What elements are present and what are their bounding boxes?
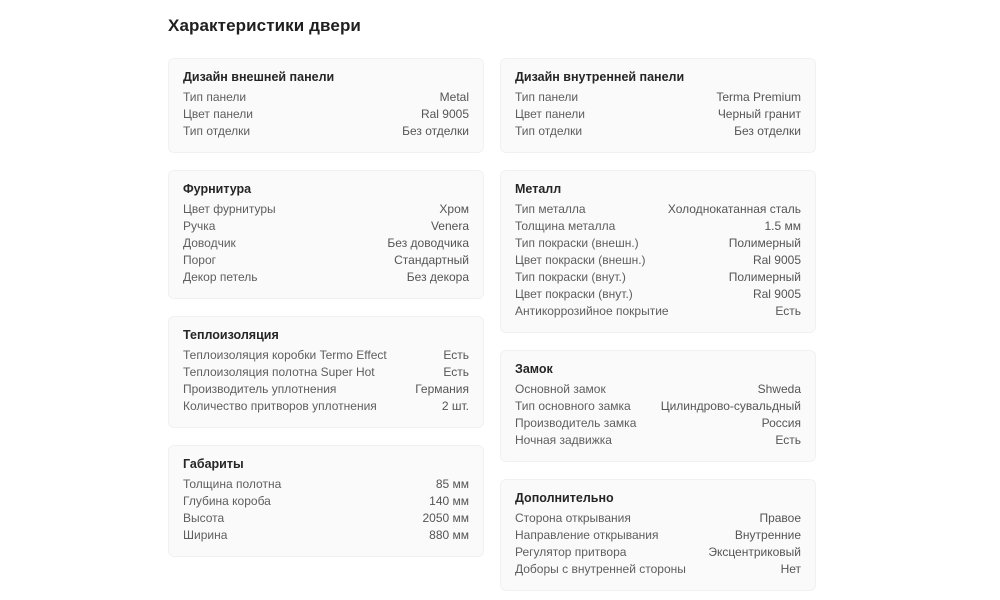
spec-value: Есть: [443, 348, 469, 362]
spec-value: Нет: [780, 562, 801, 576]
spec-value: Есть: [775, 433, 801, 447]
spec-value: Без отделки: [734, 124, 801, 138]
spec-value: Ral 9005: [420, 107, 469, 121]
spec-row: [515, 527, 801, 544]
spec-label: Толщина полотна: [183, 477, 282, 491]
spec-group-title: Теплоизоляция: [183, 328, 279, 342]
spec-value: Правое: [759, 511, 801, 525]
spec-group-title: Металл: [515, 182, 562, 196]
spec-row: [515, 252, 801, 269]
spec-row: [183, 510, 469, 527]
spec-card: [500, 350, 816, 462]
spec-label: Производитель замка: [515, 416, 637, 430]
spec-card: [168, 445, 484, 557]
spec-row: [183, 398, 469, 415]
spec-row: [515, 123, 801, 140]
spec-row: [515, 269, 801, 286]
spec-row: [183, 347, 469, 364]
spec-value: Стандартный: [394, 253, 469, 267]
spec-label: Регулятор притвора: [515, 545, 627, 559]
spec-value: Venera: [430, 219, 469, 233]
spec-row: [515, 561, 801, 578]
spec-group-title: Замок: [515, 362, 553, 376]
spec-label: Цвет покраски (внут.): [515, 287, 633, 301]
spec-row: [183, 89, 469, 106]
spec-value: Полимерный: [728, 236, 801, 250]
spec-column-left: [168, 58, 484, 557]
spec-label: Количество притворов уплотнения: [183, 399, 377, 413]
spec-card: [168, 316, 484, 428]
spec-card: [500, 58, 816, 153]
spec-label: Декор петель: [183, 270, 258, 284]
spec-row: [515, 432, 801, 449]
spec-value: Холоднокатанная сталь: [667, 202, 801, 216]
spec-label: Теплоизоляция коробки Termo Effect: [183, 348, 387, 362]
spec-group-title: Фурнитура: [183, 182, 252, 196]
spec-row: [515, 286, 801, 303]
spec-label: Антикоррозийное покрытие: [515, 304, 669, 318]
spec-value: Ral 9005: [752, 253, 801, 267]
spec-group-title: Дизайн внешней панели: [183, 70, 335, 84]
spec-value: Черный гранит: [717, 107, 801, 121]
spec-label: Теплоизоляция полотна Super Hot: [183, 365, 375, 379]
spec-row: [515, 415, 801, 432]
spec-value: Metal: [439, 90, 469, 104]
spec-value: 140 мм: [429, 494, 469, 508]
spec-value: 2050 мм: [422, 511, 469, 525]
spec-value: 880 мм: [429, 528, 469, 542]
spec-label: Цвет панели: [183, 107, 254, 121]
spec-label: Направление открывания: [515, 528, 659, 542]
spec-row: [515, 201, 801, 218]
spec-label: Основной замок: [515, 382, 606, 396]
spec-value: Ral 9005: [752, 287, 801, 301]
spec-label: Цвет покраски (внешн.): [515, 253, 646, 267]
spec-value: Россия: [761, 416, 801, 430]
spec-value: Цилиндрово-сувальдный: [660, 399, 801, 413]
spec-row: [515, 106, 801, 123]
spec-value: Хром: [439, 202, 469, 216]
spec-value: Terma Premium: [716, 90, 801, 104]
spec-label: Высота: [183, 511, 225, 525]
spec-row: [183, 201, 469, 218]
spec-label: Тип отделки: [515, 124, 583, 138]
spec-row: [183, 381, 469, 398]
spec-row: [183, 235, 469, 252]
spec-value: Без доводчика: [387, 236, 469, 250]
spec-value: Полимерный: [728, 270, 801, 284]
spec-value: Внутренние: [734, 528, 801, 542]
spec-row: [515, 89, 801, 106]
spec-label: Ночная задвижка: [515, 433, 612, 447]
spec-label: Производитель уплотнения: [183, 382, 337, 396]
spec-card: [500, 170, 816, 333]
spec-value: Без декора: [406, 270, 469, 284]
spec-label: Порог: [183, 253, 217, 267]
spec-label: Глубина короба: [183, 494, 271, 508]
spec-label: Ручка: [183, 219, 216, 233]
spec-value: Германия: [415, 382, 469, 396]
spec-row: [183, 106, 469, 123]
spec-group-title: Дизайн внутренней панели: [515, 70, 685, 84]
spec-value: Эксцентриковый: [708, 545, 801, 559]
spec-row: [183, 364, 469, 381]
spec-label: Тип покраски (внешн.): [515, 236, 639, 250]
spec-label: Тип отделки: [183, 124, 251, 138]
spec-row: [515, 510, 801, 527]
spec-row: [183, 269, 469, 286]
spec-label: Доборы с внутренней стороны: [515, 562, 686, 576]
spec-row: [183, 493, 469, 510]
spec-label: Тип панели: [183, 90, 247, 104]
spec-columns: [168, 58, 832, 591]
spec-value: Без отделки: [402, 124, 469, 138]
spec-value: Есть: [775, 304, 801, 318]
spec-value: Есть: [443, 365, 469, 379]
spec-card: [168, 58, 484, 153]
spec-row: [515, 381, 801, 398]
spec-label: Доводчик: [183, 236, 236, 250]
spec-card: [168, 170, 484, 299]
spec-card: [500, 479, 816, 591]
spec-row: [515, 303, 801, 320]
spec-label: Ширина: [183, 528, 228, 542]
spec-value: Shweda: [757, 382, 801, 396]
spec-row: [515, 398, 801, 415]
spec-row: [515, 218, 801, 235]
spec-row: [183, 252, 469, 269]
spec-row: [183, 476, 469, 493]
spec-label: Тип металла: [515, 202, 586, 216]
spec-row: [183, 123, 469, 140]
spec-row: [515, 544, 801, 561]
spec-row: [183, 218, 469, 235]
spec-row: [183, 527, 469, 544]
spec-value: 85 мм: [435, 477, 469, 491]
spec-group-title: Дополнительно: [515, 491, 614, 505]
spec-label: Тип основного замка: [515, 399, 631, 413]
spec-row: [515, 235, 801, 252]
spec-label: Тип панели: [515, 90, 579, 104]
spec-value: 1.5 мм: [764, 219, 801, 233]
spec-group-title: Габариты: [183, 457, 244, 471]
page-title: Характеристики двери: [168, 16, 361, 35]
spec-value: 2 шт.: [441, 399, 469, 413]
spec-label: Тип покраски (внут.): [515, 270, 626, 284]
spec-label: Цвет панели: [515, 107, 586, 121]
spec-label: Сторона открывания: [515, 511, 631, 525]
spec-column-right: [500, 58, 816, 591]
spec-label: Цвет фурнитуры: [183, 202, 276, 216]
spec-label: Толщина металла: [515, 219, 616, 233]
